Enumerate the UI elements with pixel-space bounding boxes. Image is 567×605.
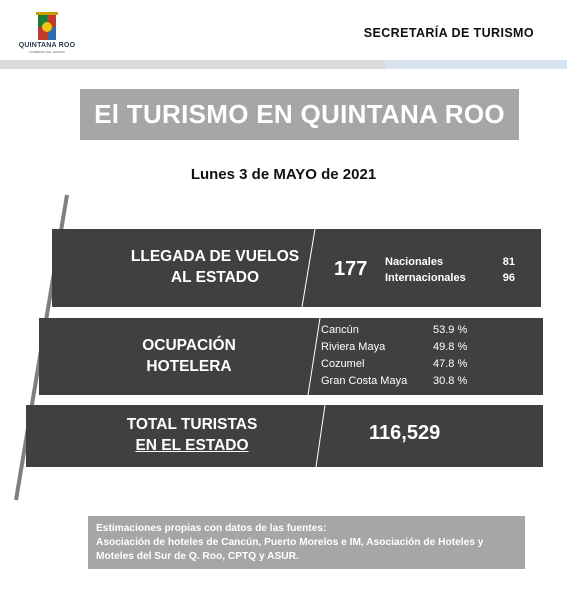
tourists-panel [26, 405, 543, 467]
flight-row-value: 81 [502, 256, 515, 268]
report-date: Lunes 3 de MAYO de 2021 [190, 166, 377, 183]
occupancy-row-value: 53.9 % [433, 324, 468, 336]
flight-row-nacionales [385, 256, 515, 272]
occupancy-label-line2: HOTELERA [146, 358, 232, 375]
logo-subtitle: GOBIERNO DEL ESTADO [29, 50, 65, 54]
occupancy-row-value: 49.8 % [433, 341, 468, 353]
tourists-label-line1: TOTAL TURISTAS [126, 416, 258, 433]
occupancy-row-gran-costa-maya [321, 373, 475, 390]
occupancy-row-value: 30.8 % [433, 375, 468, 387]
occupancy-row-cozumel [321, 356, 475, 373]
flight-row-internacionales [385, 272, 515, 288]
flights-label-line1: LLEGADA DE VUELOS [130, 248, 300, 265]
occupancy-row-cancun [321, 322, 475, 339]
header-band-blue [385, 60, 567, 69]
occupancy-row-name: Cozumel [321, 358, 365, 370]
occupancy-breakdown [321, 322, 475, 390]
flights-panel [52, 229, 541, 307]
agency-name: SECRETARÍA DE TURISMO [363, 26, 534, 40]
page-title: El TURISMO EN QUINTANA ROO [80, 89, 519, 140]
occupancy-label-line1: OCUPACIÓN [142, 337, 236, 354]
sources-note [88, 516, 525, 569]
occupancy-row-name: Cancún [321, 324, 359, 336]
occupancy-row-riviera-maya [321, 339, 475, 356]
flights-breakdown [385, 256, 515, 288]
sources-list: Asociación de hoteles de Cancún, Puerto Morelos e IM, Asociación de Hoteles y Moteles del Sur de Q. Roo, CPTQ y ASUR. [96, 537, 484, 562]
sources-intro: Estimaciones propias con datos de las fuentes: [96, 523, 327, 534]
flight-row-name: Internacionales [385, 272, 466, 284]
flight-row-name: Nacionales [385, 256, 444, 268]
tourists-label-line2: EN EL ESTADO [135, 437, 249, 454]
flights-label-line2: AL ESTADO [170, 269, 260, 286]
occupancy-row-value: 47.8 % [433, 358, 468, 370]
header-band-gray [0, 60, 385, 69]
logo-wordmark: QUINTANA ROO [18, 42, 76, 49]
flight-row-value: 96 [502, 272, 515, 284]
occupancy-label [119, 335, 259, 377]
occupancy-row-name: Riviera Maya [321, 341, 386, 353]
tourists-total: 116,529 [369, 422, 441, 444]
occupancy-row-name: Gran Costa Maya [321, 375, 408, 387]
occupancy-panel [39, 318, 543, 395]
flights-total: 177 [334, 258, 368, 280]
tourists-label [114, 414, 270, 456]
flights-label [120, 246, 310, 288]
panel-divider [26, 405, 543, 467]
